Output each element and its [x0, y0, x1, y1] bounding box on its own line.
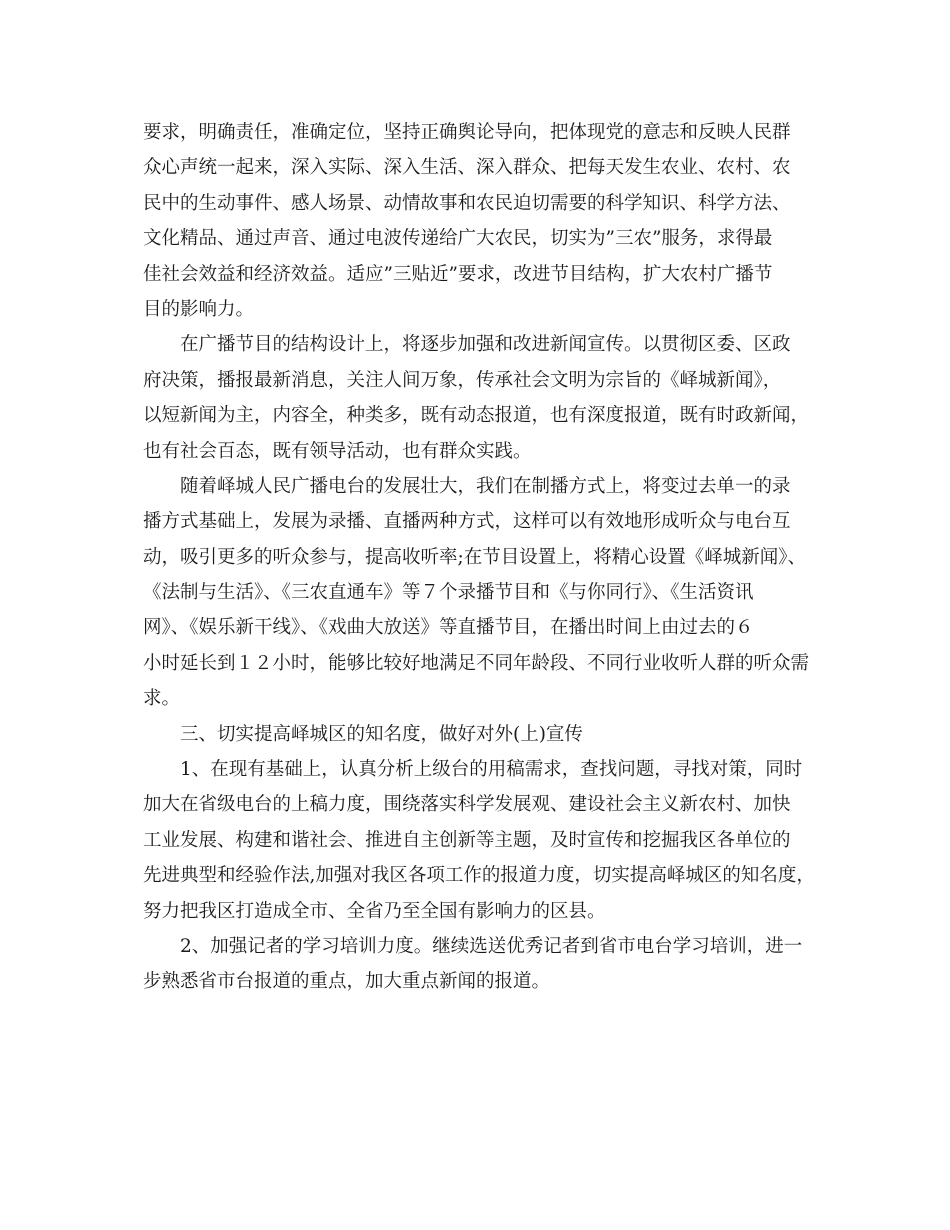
text-line: 佳社会效益和经济效益。适应”三贴近”要求，改进节目结构，扩大农村广播节 — [143, 263, 773, 285]
text-line: 1、在现有基础上，认真分析上级台的用稿需求，查找问题，寻找对策，同时 — [180, 759, 803, 781]
text-line: 以短新闻为主，内容全，种类多，既有动态报道，也有深度报道，既有时政新闻， — [143, 405, 810, 427]
document-body — [143, 115, 823, 1000]
text-line: 《法制与生活》、《三农直通车》等７个录播节目和《与你同行》、《生活资讯 — [143, 582, 754, 604]
text-line: 加大在省级电台的上稿力度，围绕落实科学发展观、建设社会主义新农村、加快 — [143, 794, 791, 816]
text-line: 求。 — [143, 688, 181, 710]
text-line: 目的影响力。 — [143, 298, 255, 320]
text-line: 努力把我区打造成全市、全省乃至全国有影响力的区县。 — [143, 900, 606, 922]
text-line: 民中的生动事件、感人场景、动情故事和农民迫切需要的科学知识、科学方法、 — [143, 192, 791, 214]
text-line: 文化精品、通过声音、通过电波传递给广大农民，切实为”三农”服务，求得最 — [143, 228, 773, 250]
text-line: 随着峄城人民广播电台的发展壮大，我们在制播方式上，将变过去单一的录 — [180, 475, 791, 497]
text-line: 播方式基础上，发展为录播、直播两种方式，这样可以有效地形成听众与电台互 — [143, 511, 791, 533]
text-line: 在广播节目的结构设计上，将逐步加强和改进新闻宣传。以贯彻区委、区政 — [180, 334, 791, 356]
text-line: 先进典型和经验作法,加强对我区各项工作的报道力度，切实提高峄城区的知名度， — [143, 865, 815, 887]
text-line: 动，吸引更多的听众参与，提高收听率;在节目设置上，将精心设置《峄城新闻》、 — [143, 546, 806, 568]
text-line: 要求，明确责任，准确定位，坚持正确舆论导向，把体现党的意志和反映人民群 — [143, 122, 791, 143]
text-line: 也有社会百态，既有领导活动，也有群众实践。 — [143, 440, 532, 462]
text-line: 工业发展、构建和谐社会、推进自主创新等主题，及时宣传和挖掘我区各单位的 — [143, 829, 791, 851]
text-line: 三、切实提高峄城区的知名度，做好对外(上)宣传 — [180, 723, 583, 745]
text-line: 众心声统一起来，深入实际、深入生活、深入群众、把每天发生农业、农村、农 — [143, 157, 791, 179]
text-line: 2、加强记者的学习培训力度。继续选送优秀记者到省市电台学习培训，进一 — [180, 935, 803, 957]
text-line: 小时延长到１２小时，能够比较好地满足不同年龄段、不同行业收听人群的听众需 — [143, 652, 810, 674]
text-line: 网》、《娱乐新干线》、《戏曲大放送》等直播节目，在播出时间上由过去的６ — [143, 617, 754, 639]
text-line: 府决策，播报最新消息，关注人间万象，传承社会文明为宗旨的《峄城新闻》， — [143, 369, 782, 391]
text-line: 步熟悉省市台报道的重点，加大重点新闻的报道。 — [143, 971, 551, 993]
